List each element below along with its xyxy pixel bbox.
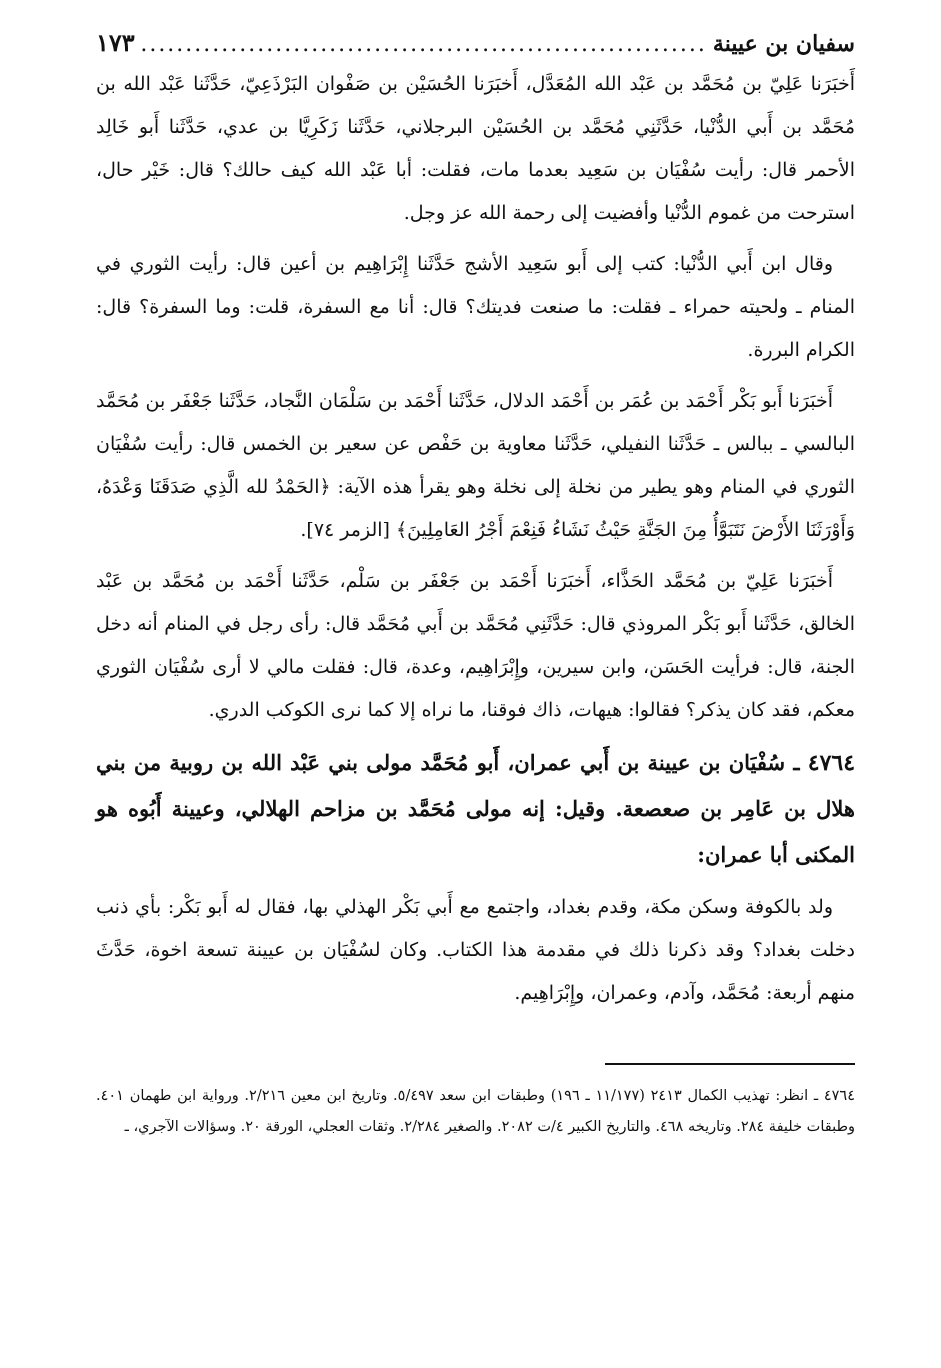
- footnote-divider: [605, 1063, 855, 1065]
- paragraph-1: أَخبَرَنا عَلِيّ بن مُحَمَّد بن عَبْد الله المُعَدَّل، أَخبَرَنا الحُسَيْن بن صَفْوان البَرْذَعِيّ، حَدَّثَنا عَبْد الله بن مُحَمَّد بن أَبي الدُّنْيا، حَدَّثَنِي مُحَمَّد بن الحُسَيْن البرجلاني، حَدَّثَنا زَكَرِيَّا بن عدي، حَدَّثَنا أَبو خَالِد الأحمر قال: رأيت سُفْيَان بن سَعِيد بعدما مات، فقلت: أبا عَبْد الله كيف حالك؟ قال: خَيْر حال، استرحت من غموم الدُّنْيا وأفضيت إلى رحمة الله عز وجل.: [96, 73, 855, 224]
- entry-heading-text: سُفْيَان بن عيينة بن أَبي عمران، أَبو مُحَمَّد مولى بني عَبْد الله بن روبية من بني هلال بن عَامِر بن صعصعة. وقيل: إنه مولى مُحَمَّد بن مزاحم الهلالي، وعيينة أَبُوه هو المكنى أبا عمران:: [96, 750, 855, 867]
- entry-body: ولد بالكوفة وسكن مكة، وقدم بغداد، واجتمع مع أَبي بَكْر الهذلي بها، فقال له أَبو بَكْر: بأي ذنب دخلت بغداد؟ وقد ذكرنا ذلك في مقدمة هذا الكتاب. وكان لسُفْيَان بن عيينة تسعة اخوة، حَدَّثَ منهم أربعة: مُحَمَّد، وآدم، وعمران، وإِبْرَاهِيم.: [96, 896, 855, 1004]
- page-number: ١٧٣: [96, 28, 135, 57]
- paragraph-2: وقال ابن أَبي الدُّنْيا: كتب إلى أَبو سَعِيد الأشج حَدَّثَنا إِبْرَاهِيم بن أعين قال: رأيت الثوري في المنام ـ ولحيته حمراء ـ فقلت: ما صنعت فديتك؟ قال: أنا مع السفرة، قلت: وما السفرة؟ قال: الكرام البررة.: [96, 253, 855, 361]
- paragraph-3: أَخبَرَنا أَبو بَكْر أَحْمَد بن عُمَر بن أَحْمَد الدلال، حَدَّثَنا أَحْمَد بن سَلْمَان النَّجاد، حَدَّثَنا جَعْفَر بن مُحَمَّد البالسي ـ ببالس ـ حَدَّثَنا النفيلي، حَدَّثَنا معاوية بن حَفْص عن سعير بن الخمس قال: رأيت سُفْيَان الثوري في المنام وهو يطير من نخلة إلى نخلة وهو يقرأ هذه الآية: ﴿الحَمْدُ لله الَّذِي صَدَقَنَا وَعْدَهُ، وَأَوْرَثَنَا الأَرْضَ نَتَبَوَّأُ مِنَ الجَنَّةِ حَيْثُ نَشَاءُ فَنِعْمَ أَجْرُ العَامِلِينَ﴾ [الزمر ٧٤].: [96, 390, 855, 541]
- running-header: [96, 28, 855, 57]
- entry-dash: ـ: [793, 750, 800, 775]
- footnote: ٤٧٦٤ ـ انظر: تهذيب الكمال ٢٤١٣ (١١/١٧٧ ـ ١٩٦) وطبقات ابن سعد ٥/٤٩٧. وتاريخ ابن معين ٢/٢١٦. ورواية ابن طهمان ٤٠١. وطبقات خليفة ٢٨٤. وتاريخه ٤٦٨. والتاريخ الكبير ٤/ت ٢٠٨٢. والصغير ٢/٢٨٤. وثقات العجلي، الورقة ٢٠. وسؤالات الآجري، ـ: [96, 1088, 855, 1135]
- biography-entry-heading: [96, 740, 855, 878]
- entry-number: ٤٧٦٤: [807, 750, 856, 776]
- leader-dots: [141, 32, 707, 57]
- running-title: سفيان بن عيينة: [712, 31, 855, 57]
- paragraph-4: أَخبَرَنا عَلِيّ بن مُحَمَّد الحَذَّاء، أَخبَرَنا أَحْمَد بن جَعْفَر بن سَلْم، حَدَّثَنا أَحْمَد بن مُحَمَّد بن عَبْد الخالق، حَدَّثَنا أَبو بَكْر المروذي قال: حَدَّثَنِي مُحَمَّد بن أَبي مُحَمَّد قال: رأى رجل في المنام أنه دخل الجنة، قال: فرأيت الحَسَن، وابن سيرين، وإِبْرَاهِيم، وعدة، قال: فقلت مالي لا أرى سُفْيَان الثوري معكم، فقد كان يذكر؟ فقالوا: هيهات، ذاك فوقنا، ما نراه إلا كما نرى الكوكب الدري.: [96, 570, 855, 721]
